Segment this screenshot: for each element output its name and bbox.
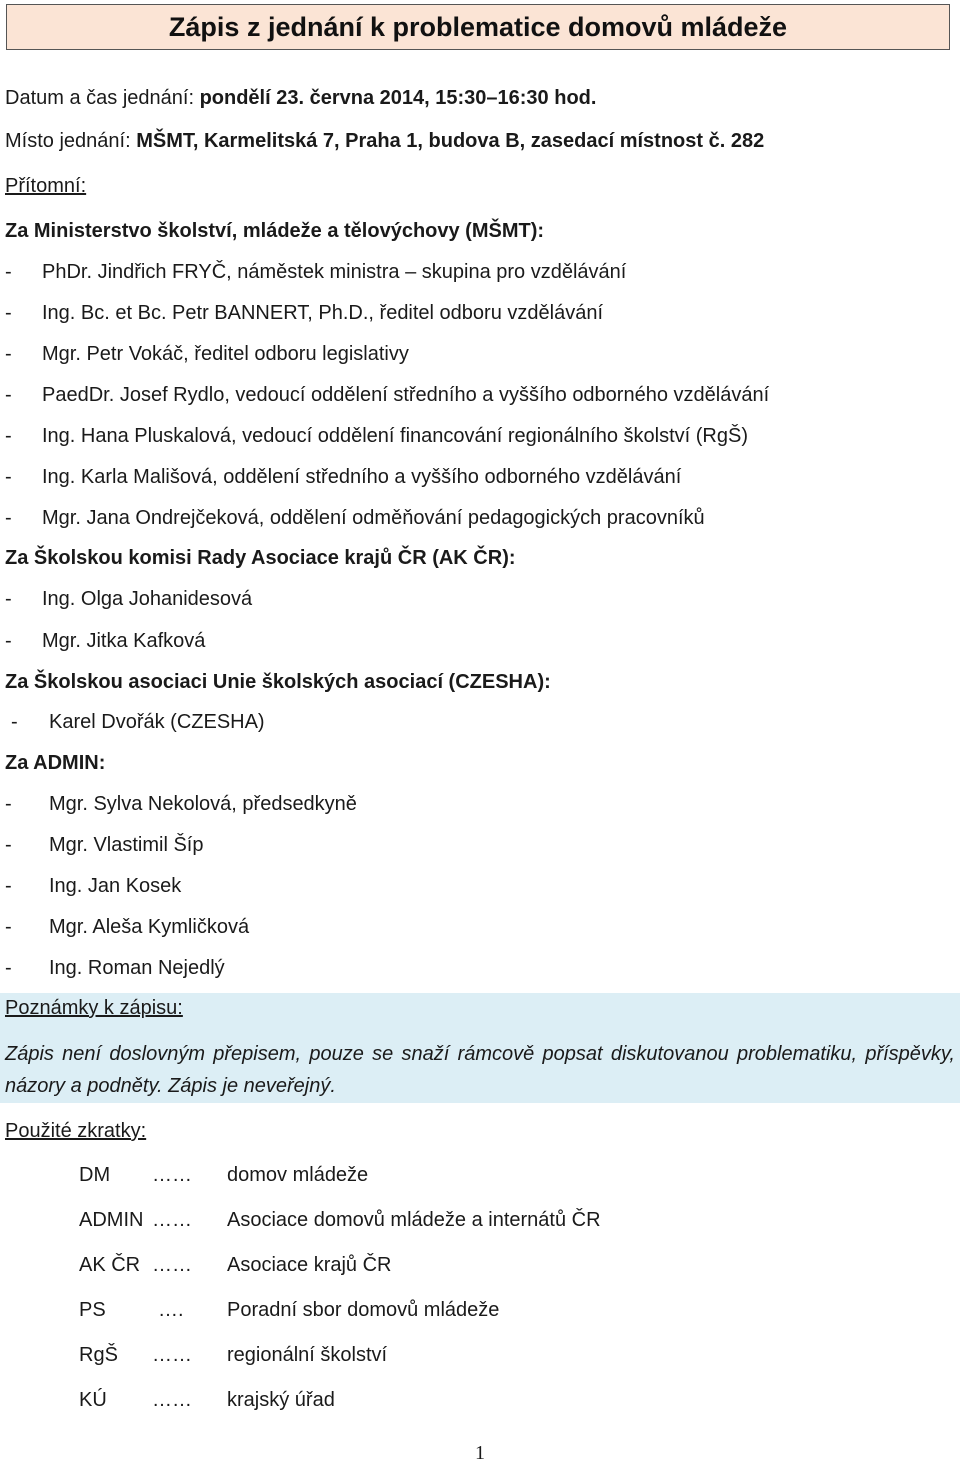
attendee-name: Mgr. Sylva Nekolová, předsedkyně xyxy=(49,793,357,815)
attendee-item xyxy=(5,629,205,653)
abbreviation-code: AK ČR xyxy=(79,1254,141,1276)
abbreviation-dots: …… xyxy=(152,1344,192,1366)
abbreviation-meaning: Asociace krajů ČR xyxy=(227,1254,392,1276)
attendee-item xyxy=(5,383,769,407)
attendee-name: Ing. Olga Johanidesová xyxy=(42,588,253,610)
attendee-name: Mgr. Jana Ondrejčeková, oddělení odměňování pedagogických pracovníků xyxy=(42,507,705,529)
abbreviation-dots: …… xyxy=(152,1254,192,1276)
list-dash: - xyxy=(5,261,12,283)
list-dash: - xyxy=(5,384,12,406)
attendee-name: Ing. Hana Pluskalová, vedoucí oddělení financování regionálního školství (RgŠ) xyxy=(42,425,748,447)
document-title: Zápis z jednání k problematice domovů mládeže xyxy=(168,11,788,42)
attendee-name: PhDr. Jindřich FRYČ, náměstek ministra – skupina pro vzdělávání xyxy=(42,261,627,283)
abbreviation-meaning: Poradní sbor domovů mládeže xyxy=(227,1299,500,1321)
attendee-name: Mgr. Vlastimil Šíp xyxy=(49,834,204,856)
page-number: 1 xyxy=(475,1442,485,1464)
abbreviations-heading: Použité zkratky: xyxy=(5,1120,147,1142)
meeting-date-label: Datum a čas jednání: xyxy=(5,87,200,109)
attendee-item xyxy=(5,956,225,980)
attendee-name: Ing. Karla Mališová, oddělení středního a vyššího odborného vzdělávání xyxy=(42,466,682,488)
attendee-item xyxy=(5,465,681,489)
meeting-date xyxy=(5,86,596,110)
attendee-name: Ing. Jan Kosek xyxy=(49,875,182,897)
document-title-box xyxy=(6,4,950,50)
group-heading-msmt: Za Ministerstvo školství, mládeže a tělovýchovy (MŠMT): xyxy=(5,220,545,242)
attendee-item xyxy=(5,342,409,366)
meeting-place xyxy=(5,129,764,153)
list-dash: - xyxy=(5,957,12,979)
attendee-name: Karel Dvořák (CZESHA) xyxy=(49,711,265,733)
attendees-heading: Přítomní: xyxy=(5,175,87,197)
list-dash: - xyxy=(5,466,12,488)
attendee-name: Mgr. Petr Vokáč, ředitel odboru legislativy xyxy=(42,343,409,365)
attendee-name: Ing. Bc. et Bc. Petr BANNERT, Ph.D., ředitel odboru vzdělávání xyxy=(42,302,604,324)
attendee-item xyxy=(5,710,265,734)
list-dash: - xyxy=(5,425,12,447)
attendee-item xyxy=(5,301,603,325)
attendee-item xyxy=(5,833,203,857)
list-dash: - xyxy=(5,875,12,897)
list-dash: - xyxy=(5,630,12,652)
meeting-place-label: Místo jednání: xyxy=(5,130,137,152)
meeting-date-value: pondělí 23. června 2014, 15:30–16:30 hod. xyxy=(199,87,597,109)
list-dash: - xyxy=(5,507,12,529)
attendee-name: Mgr. Aleša Kymličková xyxy=(49,916,250,938)
list-dash: - xyxy=(11,711,18,733)
attendee-item xyxy=(5,424,748,448)
abbreviation-meaning: domov mládeže xyxy=(227,1164,369,1186)
meeting-place-value: MŠMT, Karmelitská 7, Praha 1, budova B, zasedací místnost č. 282 xyxy=(136,130,765,152)
list-dash: - xyxy=(5,302,12,324)
attendee-name: Mgr. Jitka Kafková xyxy=(42,630,206,652)
attendee-item xyxy=(5,506,705,530)
abbreviation-code: RgŠ xyxy=(79,1344,118,1366)
attendee-item xyxy=(5,260,626,284)
abbreviation-code: ADMIN xyxy=(79,1209,144,1231)
attendee-item xyxy=(5,587,252,611)
list-dash: - xyxy=(5,588,12,610)
abbreviation-dots: …… xyxy=(152,1164,192,1186)
attendee-item xyxy=(5,915,249,939)
attendee-item xyxy=(5,874,181,898)
abbreviation-code: KÚ xyxy=(79,1389,107,1411)
abbreviation-meaning: Asociace domovů mládeže a internátů ČR xyxy=(227,1209,601,1231)
group-heading-ak-cr: Za Školskou komisi Rady Asociace krajů ČR (AK ČR): xyxy=(5,547,516,569)
list-dash: - xyxy=(5,343,12,365)
abbreviation-dots: …. xyxy=(158,1299,184,1321)
abbreviation-code: PS xyxy=(79,1299,106,1321)
list-dash: - xyxy=(5,916,12,938)
group-heading-admin: Za ADMIN: xyxy=(5,752,106,774)
group-heading-czesha: Za Školskou asociaci Unie školských asociací (CZESHA): xyxy=(5,671,551,693)
attendee-name: Ing. Roman Nejedlý xyxy=(49,957,225,979)
notes-text: Zápis není doslovným přepisem, pouze se snaží rámcově popsat diskutovanou problematiku, příspěvky, názory a podněty. Zápis je neveřejný. xyxy=(5,1043,955,1097)
notes-heading: Poznámky k zápisu: xyxy=(5,997,183,1019)
abbreviation-dots: …… xyxy=(152,1209,192,1231)
attendee-item xyxy=(5,792,357,816)
abbreviation-meaning: krajský úřad xyxy=(227,1389,335,1411)
abbreviation-meaning: regionální školství xyxy=(227,1344,388,1366)
list-dash: - xyxy=(5,793,12,815)
attendee-name: PaedDr. Josef Rydlo, vedoucí oddělení středního a vyššího odborného vzdělávání xyxy=(42,384,770,406)
list-dash: - xyxy=(5,834,12,856)
abbreviation-code: DM xyxy=(79,1164,111,1186)
abbreviation-dots: …… xyxy=(152,1389,192,1411)
